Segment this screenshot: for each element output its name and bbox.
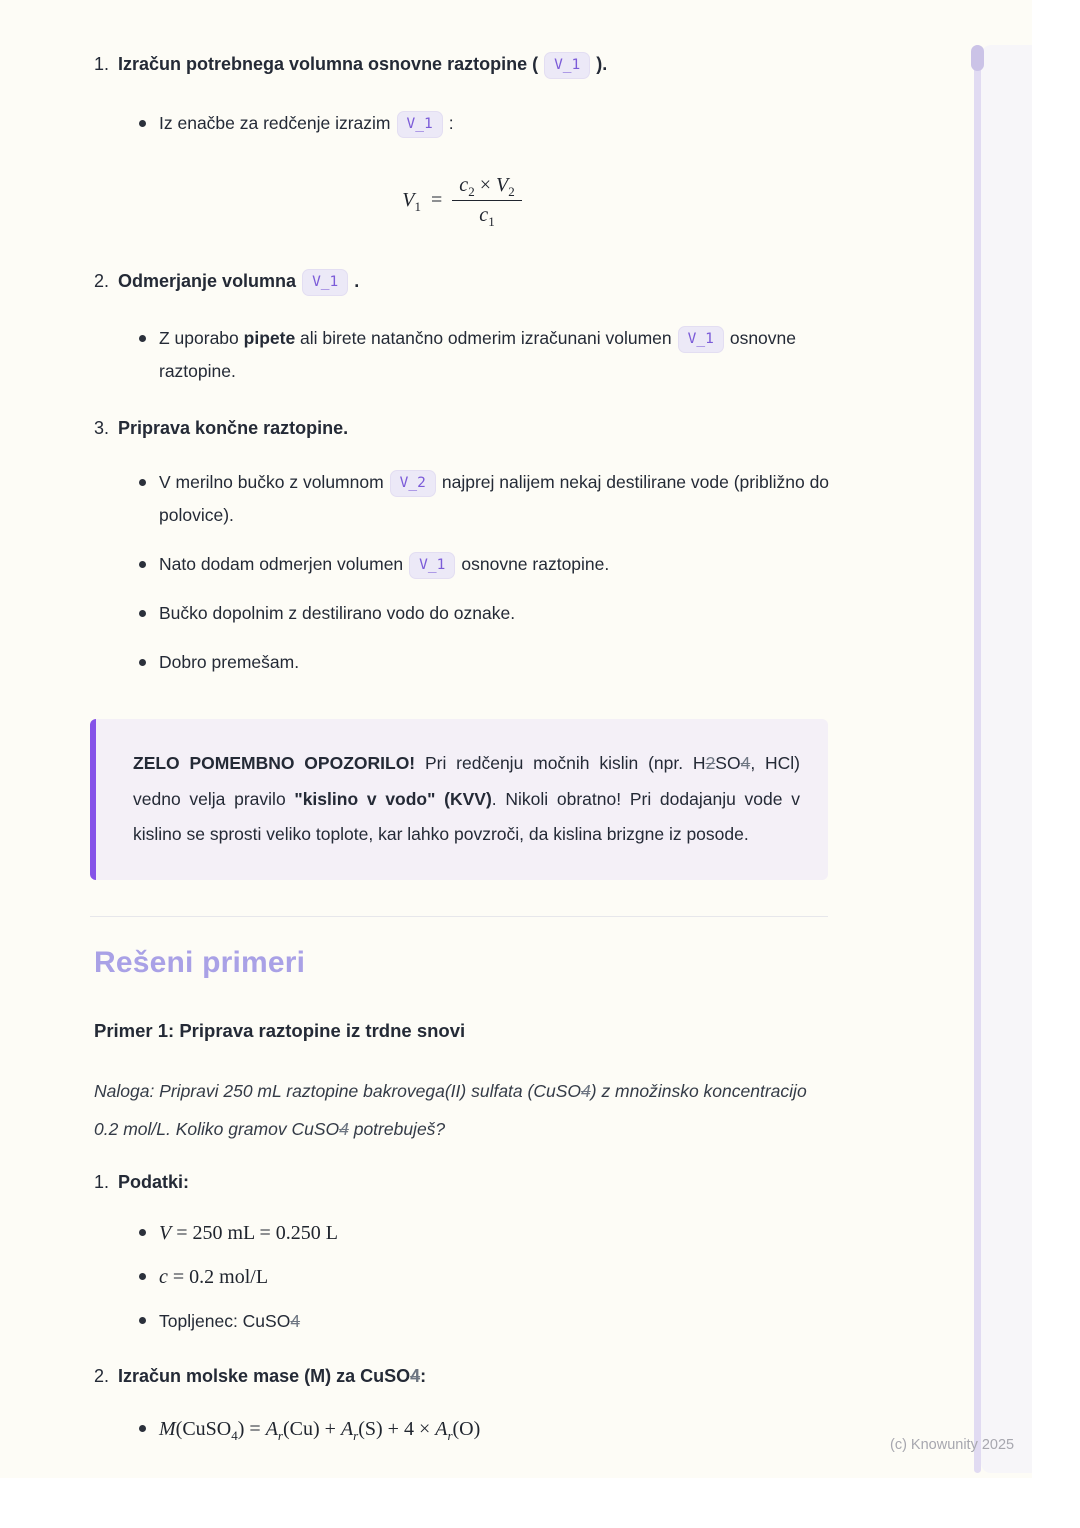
- example-1-title: Primer 1: Priprava raztopine iz trdne snovi: [94, 1019, 466, 1041]
- step-2-bullet: [138, 322, 830, 388]
- step-3-bullet-2: [138, 548, 830, 581]
- bullet-suffix: osnovne raztopine.: [159, 328, 797, 381]
- task-text: Naloga: Pripravi 250 mL raztopine bakrovega(II) sulfata (CuSO: [94, 1080, 582, 1101]
- molar-title-strike-4: 4: [410, 1365, 421, 1386]
- bullet-text: Dobro premešam.: [159, 652, 300, 672]
- equals-sign: =: [431, 189, 443, 211]
- warning-text-4: . Nikoli obratno! Pri dodajanju vode v kislino se sprosti veliko toplote, kar lahko povzroči, da kislina brizgne iz posode.: [133, 788, 800, 844]
- step-3-title: [94, 414, 830, 442]
- podatki-number: 1.: [94, 1171, 110, 1192]
- molar-title-suffix: :: [420, 1365, 427, 1386]
- section-divider: [90, 916, 828, 917]
- concentration-value: = 0.2 mol/L: [167, 1265, 269, 1288]
- bullet-mid: ali birete natančno odmerim izračunani volumen: [295, 328, 672, 348]
- podatki-title: [94, 1168, 830, 1196]
- task-mid: ) z množinsko koncentracijo 0.2 mol/L. Koliko gramov CuSO: [94, 1080, 807, 1139]
- step-2-title: [94, 267, 830, 296]
- fraction: $\frac{c_2 \times V_2}{c_1}$: [452, 174, 521, 227]
- bullet-text: Z uporabo: [159, 328, 244, 348]
- inline-code-badge-v1: V_1: [544, 52, 590, 79]
- bullet-suffix: najprej nalijem nekaj destilirane vode (približno do polovice).: [159, 472, 830, 525]
- document-content: [94, 50, 830, 1442]
- solute-text: Topljenec: CuSO: [159, 1310, 291, 1331]
- bullet-text: V merilno bučko z volumnom: [159, 472, 384, 492]
- right-margin: [1032, 0, 1080, 1528]
- step-3-bullet-1: [138, 466, 830, 532]
- volume-symbol: V: [159, 1221, 172, 1244]
- podatki-volume: [138, 1220, 830, 1246]
- bullet-bold: pipete: [243, 328, 296, 348]
- step-3-bullet-3: [138, 597, 830, 630]
- warning-rule-bold: "kislino v vodo" (KVV): [294, 788, 492, 809]
- molar-mass-title: [94, 1362, 830, 1390]
- warning-lead: ZELO POMEMBNO OPOZORILO!: [133, 753, 416, 773]
- bullet-suffix: :: [448, 113, 454, 133]
- step-2-number: 2.: [94, 271, 110, 291]
- step-3-title-text: Priprava končne raztopine.: [118, 418, 349, 438]
- molar-mass-formula: M(CuSO$_4$) = $A_r(Cu) + A_r(S) + 4 \times A_r(O)$: [138, 1416, 830, 1442]
- scrollbar-track[interactable]: [974, 45, 981, 1473]
- concentration-symbol: c: [159, 1265, 168, 1288]
- step-2-title-suffix: .: [354, 271, 360, 291]
- step-2-title-text: Odmerjanje volumna: [118, 271, 297, 291]
- bullet-text: Nato dodam odmerjen volumen: [159, 554, 404, 574]
- warning-callout: [90, 719, 828, 880]
- warning-strike-4: 4: [740, 753, 751, 773]
- scrollbar-thumb[interactable]: [971, 45, 984, 71]
- step-1-title-suffix: ).: [596, 54, 608, 74]
- solute-strike-4: 4: [290, 1310, 301, 1331]
- warning-text-3: , HCl) vedno velja pravilo: [133, 753, 801, 809]
- copyright-watermark: (c) Knowunity 2025: [890, 1437, 1015, 1453]
- inline-code-badge-v1: V_1: [678, 326, 724, 353]
- task-paragraph: [94, 1072, 830, 1148]
- step-1-number: 1.: [94, 54, 110, 74]
- bullet-suffix: osnovne raztopine.: [461, 554, 610, 574]
- inline-code-badge-v1: V_1: [302, 269, 348, 296]
- formula-lhs: $V_1$: [402, 189, 422, 214]
- inline-code-badge-v1: V_1: [397, 111, 443, 138]
- solved-examples-heading: Rešeni primeri: [94, 945, 306, 979]
- dilution-formula: [94, 174, 830, 227]
- side-panel: [981, 45, 1032, 1473]
- step-3-number: 3.: [94, 418, 110, 438]
- task-strike-4: 4: [339, 1118, 349, 1139]
- warning-text-2: SO: [715, 753, 741, 773]
- molar-number: 2.: [94, 1365, 110, 1386]
- warning-strike-2: 2: [705, 753, 716, 773]
- volume-value: = 250 mL = 0.250 L: [171, 1221, 339, 1244]
- warning-text-1: Pri redčenju močnih kislin (npr. H: [415, 753, 706, 773]
- step-3-bullet-4: [138, 646, 830, 679]
- bullet-text: Bučko dopolnim z destilirano vodo do oznake.: [159, 603, 516, 623]
- podatki-solute: [138, 1308, 830, 1334]
- step-1-title-text: Izračun potrebnega volumna osnovne raztopine (: [118, 54, 539, 74]
- task-strike-4: 4: [581, 1080, 591, 1101]
- bottom-margin: [0, 1478, 1080, 1528]
- step-1-bullet: [138, 107, 830, 140]
- podatki-title-text: Podatki:: [118, 1171, 190, 1192]
- podatki-concentration: [138, 1264, 830, 1290]
- step-1-title: [94, 50, 830, 79]
- task-suffix: potrebuješ?: [348, 1118, 446, 1139]
- inline-code-badge-v1: V_1: [409, 552, 455, 579]
- bullet-text: Iz enačbe za redčenje izrazim: [159, 113, 391, 133]
- molar-title-text: Izračun molske mase (M) za CuSO: [118, 1365, 411, 1386]
- inline-code-badge-v2: V_2: [390, 470, 436, 497]
